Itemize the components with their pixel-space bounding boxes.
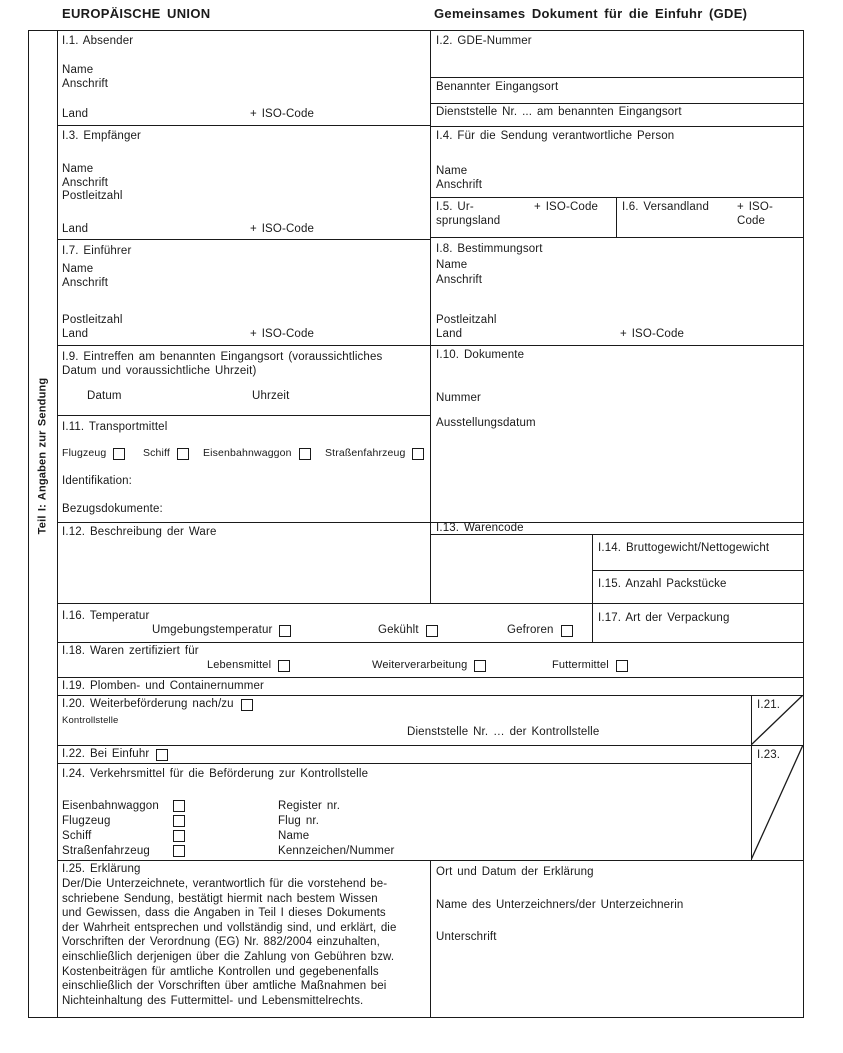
field-i4-address-label: Anschrift [436,179,483,191]
field-i8-postcode-label: Postleitzahl [436,314,497,326]
field-i1-iso-label: + ISO-Code [250,108,315,120]
grid-line [430,103,803,104]
i16-option-gefroren [507,624,573,637]
declaration-line: einschließlich der Vorschriften über amtliche Maßnahmen bei [62,980,387,993]
i25-declaration-text [62,877,434,1008]
declaration-line: der Wahrheit entsprechen und vollständig sind, und erklärt, die [62,921,397,934]
i11-option-schiff [143,447,189,460]
field-i18-title: I.18. Waren zertifiziert für [62,645,199,657]
field-i4-name-label: Name [436,165,468,177]
field-i5-iso-label: + ISO-Code [534,201,599,213]
field-i7-address-label: Anschrift [62,277,109,289]
field-i19-title: I.19. Plomben- und Containernummer [62,680,265,692]
declaration-line: Vorschriften der Verordnung (EG) Nr. 882/2004 einzuhalten, [62,936,380,949]
grid-line [430,30,431,604]
field-i5-title-line1: I.5. Ur- [436,201,474,213]
field-i20-title-row [62,698,253,711]
i16-gekuehlt-label: Gekühlt [378,624,419,636]
i18-option-lebensmittel [207,659,290,672]
i24-eisenbahnwaggon-label: Eisenbahnwaggon [62,800,159,812]
field-entry-point-label: Benannter Eingangsort [436,81,559,93]
i11-eisenbahnwaggon-label: Eisenbahnwaggon [203,447,292,459]
i18-option-weiterverarbeitung [372,659,486,672]
i18-weiterverarbeitung-checkbox[interactable] [474,660,486,672]
i24-flugzeug-label: Flugzeug [62,815,111,827]
field-i8-address-label: Anschrift [436,274,483,286]
field-i1-address-label: Anschrift [62,78,109,90]
field-i22-title: I.22. Bei Einfuhr [62,748,150,760]
header-european-union: EUROPÄISCHE UNION [62,6,211,21]
field-i11-title: I.11. Transportmittel [62,421,168,433]
field-i3-title: I.3. Empfänger [62,130,142,142]
i24-row-flugzeug [62,815,492,827]
grid-line [430,534,803,535]
field-i14-title: I.14. Bruttogewicht/Nettogewicht [598,542,770,554]
field-i3-iso-label: + ISO-Code [250,223,315,235]
declaration-line: Kostenbeiträgen für amtliche Kontrollen und gegebenenfalls [62,965,379,978]
field-i8-iso-label: + ISO-Code [620,328,685,340]
i11-strassenfahrzeug-checkbox[interactable] [412,448,424,460]
i20-onward-transport-checkbox[interactable] [241,699,253,711]
field-i21-title: I.21. [757,699,781,711]
grid-line [57,763,751,764]
i11-eisenbahnwaggon-checkbox[interactable] [299,448,311,460]
field-i7-name-label: Name [62,263,94,275]
field-i9-title-line2: Datum und voraussichtliche Uhrzeit) [62,365,257,377]
field-declaration-signer-name-label: Name des Unterzeichners/der Unterzeichnerin [436,899,684,911]
grid-line [592,534,593,643]
i16-gefroren-label: Gefroren [507,624,554,636]
field-i3-name-label: Name [62,163,94,175]
i18-lebensmittel-label: Lebensmittel [207,659,272,671]
declaration-line: und Gewissen, dass die Angaben in Teil I dieses Dokuments [62,907,386,920]
field-i22-title-row [62,748,168,761]
field-i16-title: I.16. Temperatur [62,610,150,622]
field-i6-iso-line1: + ISO- [737,201,773,213]
field-i11-identification-label: Identifikation: [62,475,133,487]
field-i7-country-label: Land [62,328,89,340]
field-i9-time-label: Uhrzeit [252,390,290,402]
declaration-line: Nichteinhaltung des Futtermittel- und Lebensmittelrechts. [62,994,364,1007]
i24-flugzeug-checkbox[interactable] [173,815,185,827]
field-i4-title: I.4. Für die Sendung verantwortliche Person [436,130,675,142]
field-i8-title: I.8. Bestimmungsort [436,243,543,255]
field-i3-address-label: Anschrift [62,177,109,189]
field-i5-title-line2: sprungsland [436,215,501,227]
field-entry-unit-label: Dienststelle Nr. ... am benannten Eingangsort [436,106,682,118]
field-i17-title: I.17. Art der Verpackung [598,612,730,624]
field-i9-title-line1: I.9. Eintreffen am benannten Eingangsort (voraussichtliches [62,351,383,363]
grid-line [28,30,803,31]
part-i-sidebar-label: Teil I: Angaben zur Sendung [36,377,49,535]
header-document-title: Gemeinsames Dokument für die Einfuhr (GDE) [434,6,748,21]
field-i1-name-label: Name [62,64,94,76]
field-i15-title: I.15. Anzahl Packstücke [598,578,727,590]
grid-line [57,695,803,696]
i18-lebensmittel-checkbox[interactable] [278,660,290,672]
i16-umgebungstemperatur-label: Umgebungstemperatur [152,624,273,636]
field-i1-country-label: Land [62,108,89,120]
i23-diagonal-line [751,745,804,861]
i24-flug-nr-label: Flug nr. [278,815,320,827]
grid-line [57,677,803,678]
grid-line [28,1017,804,1018]
field-i11-reference-docs-label: Bezugsdokumente: [62,503,163,515]
field-i2-title: I.2. GDE-Nummer [436,35,532,47]
i24-row-eisenbahnwaggon [62,800,492,812]
declaration-line: einschließlich derjenigen über die Zahlung von Gebühren bzw. [62,950,395,963]
field-declaration-place-date-label: Ort und Datum der Erklärung [436,866,594,878]
i18-futtermittel-checkbox[interactable] [616,660,628,672]
i24-row-schiff [62,830,492,842]
i16-gefroren-checkbox[interactable] [561,625,573,637]
i24-eisenbahnwaggon-checkbox[interactable] [173,800,185,812]
grid-line [57,239,430,240]
field-i10-number-label: Nummer [436,392,481,404]
grid-line [430,126,803,127]
i16-option-umgebungstemperatur [152,624,291,637]
i16-umgebungstemperatur-checkbox[interactable] [279,625,291,637]
i16-gekuehlt-checkbox[interactable] [426,625,438,637]
i22-bei-einfuhr-checkbox[interactable] [156,749,168,761]
i18-option-futtermittel [552,659,628,672]
i21-diagonal-line [751,695,804,746]
field-declaration-signature-label: Unterschrift [436,931,497,943]
grid-line [592,570,803,571]
field-i25-title: I.25. Erklärung [62,863,141,875]
i24-strassenfahrzeug-checkbox[interactable] [173,845,185,857]
grid-line [57,30,58,1018]
i24-strassenfahrzeug-label: Straßenfahrzeug [62,845,150,857]
field-i8-name-label: Name [436,259,468,271]
i18-futtermittel-label: Futtermittel [552,659,609,671]
i16-option-gekuehlt [378,624,438,637]
i24-row-strassenfahrzeug [62,845,492,857]
i11-option-flugzeug [62,447,125,460]
i18-weiterverarbeitung-label: Weiterverarbeitung [372,659,468,671]
field-i13-title: I.13. Warencode [436,522,524,534]
i11-schiff-label: Schiff [143,447,170,459]
field-i12-title: I.12. Beschreibung der Ware [62,526,217,538]
field-i7-iso-label: + ISO-Code [250,328,315,340]
field-i20-control-point-label: Kontrollstelle [62,715,119,726]
field-i20-title: I.20. Weiterbeförderung nach/zu [62,698,234,710]
field-i7-title: I.7. Einführer [62,245,132,257]
i24-schiff-checkbox[interactable] [173,830,185,842]
field-i3-postcode-label: Postleitzahl [62,190,123,202]
field-i6-iso-line2: Code [737,215,766,227]
grid-line [57,745,803,746]
i11-option-strassenfahrzeug [325,447,424,460]
field-i7-postcode-label: Postleitzahl [62,314,123,326]
field-i10-title: I.10. Dokumente [436,349,525,361]
grid-line [803,30,804,1018]
field-i10-issue-date-label: Ausstellungsdatum [436,417,536,429]
field-i20-unit-label: Dienststelle Nr. … der Kontrollstelle [407,726,600,738]
i24-schiff-label: Schiff [62,830,92,842]
i24-register-nr-label: Register nr. [278,800,341,812]
field-i9-date-label: Datum [87,390,122,402]
i11-strassenfahrzeug-label: Straßenfahrzeug [325,447,406,459]
grid-line [57,415,430,416]
grid-line [430,77,803,78]
field-i8-country-label: Land [436,328,463,340]
field-i24-title: I.24. Verkehrsmittel für die Beförderung zur Kontrollstelle [62,768,369,780]
part-i-sidebar [28,31,57,881]
i11-flugzeug-label: Flugzeug [62,447,107,459]
grid-line [57,125,430,126]
declaration-line: Der/Die Unterzeichnete, verantwortlich für die vorstehend be- [62,878,388,890]
field-i6-title: I.6. Versandland [622,201,710,213]
i24-kennzeichen-label: Kennzeichen/Nummer [278,845,395,857]
grid-line [57,642,803,643]
grid-line [616,197,617,238]
field-i23-title: I.23. [757,749,781,761]
field-i3-country-label: Land [62,223,89,235]
field-i1-title: I.1. Absender [62,35,134,47]
i11-schiff-checkbox[interactable] [177,448,189,460]
i11-flugzeug-checkbox[interactable] [113,448,125,460]
declaration-line: schriebene Sendung, bestätigt hiermit nach bestem Wissen [62,892,378,905]
i11-option-eisenbahnwaggon [203,447,311,460]
i24-name-label: Name [278,830,310,842]
